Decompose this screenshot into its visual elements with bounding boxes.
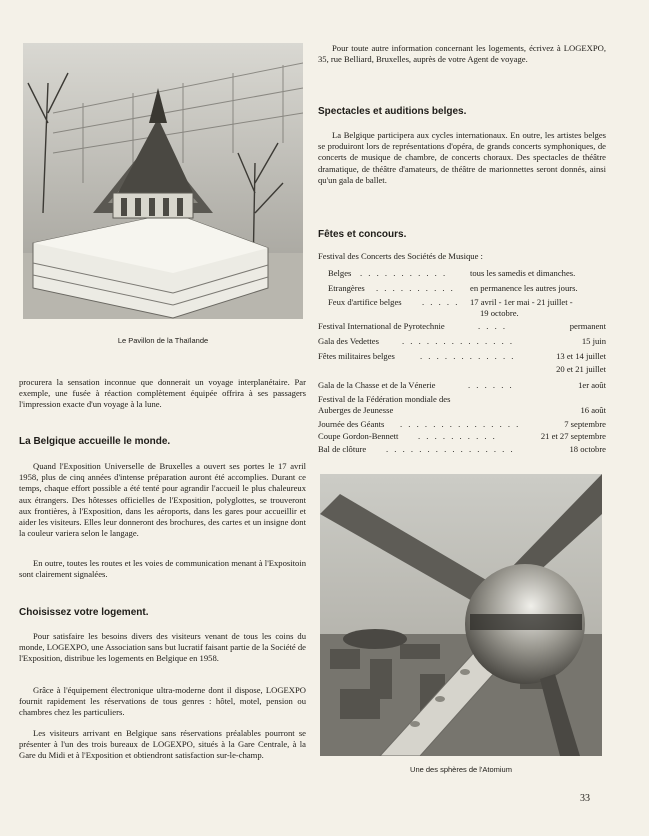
event-label: Auberges de Jeunesse [318, 405, 394, 415]
lodging-paragraph-3: Les visiteurs arrivant en Belgique sans réservations préalables pourront se présenter à l'un des trois bureaux de LOGEXPO, situés à la Gare Centrale, à la Gare du Midi et à l'Exposition et obtiendront satisfaction sur-le-champ. [19, 728, 306, 761]
welcome-paragraph-1: Quand l'Exposition Universelle de Bruxelles a ouvert ses portes le 17 avril 1958, plus de cinq années d'intense préparation auront été accomplies. Durant ce temps, chaque effort possible a été tenté pour agrandir l'accueil le plus chaleureux aux étrangers. Des hôtesses officielles de l'Exposition, polyglottes, se trouveront aux frontières, à l'Exposition, dans les aéroports, dans les gares pour accueillir et aider les visiteurs. Elles leur donneront des brochures, des cartes et un insigne dont la couleur variera selon le langage. [19, 461, 306, 539]
event-date: 18 octobre [569, 444, 606, 454]
sub-row-value: en permanence les autres jours. [470, 283, 578, 293]
event-date: 13 et 14 juillet [556, 351, 606, 361]
thailand-pavilion-photo [23, 43, 303, 319]
event-date: 15 juin [581, 336, 606, 346]
page-number: 33 [580, 793, 590, 804]
section-title-lodging: Choisissez votre logement. [19, 607, 149, 618]
event-label: Gala des Vedettes [318, 336, 379, 346]
welcome-paragraph-2: En outre, toutes les routes et les voies de communication menant à l'Expositoin sont clairement signalées. [19, 558, 306, 580]
event-label: Journée des Géants [318, 419, 385, 429]
event-date: 7 septembre [564, 419, 606, 429]
event-date: 20 et 21 juillet [556, 364, 606, 374]
event-date: 1er août [578, 380, 606, 390]
lodging-paragraph-1: Pour satisfaire les besoins divers des visiteurs venant de tous les coins du monde, LOGEXPO, une Association sans but lucratif faisant partie de la Société de l'Exposition, distribue les logements en Belgique en 1958. [19, 631, 306, 664]
section-title-fetes: Fêtes et concours. [318, 229, 407, 240]
atomium-sphere-image [320, 474, 602, 756]
sub-row-label: Feux d'artifice belges [328, 297, 402, 307]
sub-row-label: Belges [328, 268, 352, 278]
spectacles-paragraph: La Belgique participera aux cycles internationaux. En outre, les artistes belges se produiront lors de représentations d'opéra, de grands concerts symphoniques, de concerts de musique de chambre, de concerts choraux. Des spectacles de théâtre dramatique, de théâtre d'amateurs, de théâtre de marionnettes seront donnés, ainsi qu'un gala de ballet. [318, 130, 606, 185]
dot-leader: . . . . . . . . . . . . . . [402, 336, 515, 346]
sub-row-value: 17 avril - 1er mai - 21 juillet - [470, 297, 573, 307]
atomium-photo [320, 474, 602, 756]
event-date: 16 août [580, 405, 606, 415]
dot-leader: . . . . . . . . . . . . . . . . [386, 444, 515, 454]
event-label: Gala de la Chasse et de la Vénerie [318, 380, 436, 390]
section-title-welcome: La Belgique accueille le monde. [19, 436, 171, 447]
event-label: Festival de la Fédération mondiale des [318, 394, 451, 404]
event-date: permanent [569, 321, 606, 331]
thailand-pavilion-image [23, 43, 303, 319]
event-label: Coupe Gordon-Bennett [318, 431, 399, 441]
sub-row-value-continued: 19 octobre. [480, 308, 519, 318]
section-title-spectacles: Spectacles et auditions belges. [318, 106, 467, 117]
dot-leader: . . . . . . . . . . . . [420, 351, 516, 361]
info-paragraph: Pour toute autre information concernant les logements, écrivez à LOGEXPO, 35, rue Belliard, Bruxelles, auprès de votre Agent de voyage. [318, 43, 606, 65]
event-date: 21 et 27 septembre [540, 431, 606, 441]
festival-heading: Festival des Concerts des Sociétés de Musique : [318, 251, 483, 261]
dot-leader: . . . . . . . . . . [418, 431, 497, 441]
atomium-photo-caption: Une des sphères de l'Atomium [410, 765, 512, 774]
thailand-photo-caption: Le Pavillon de la Thaïlande [117, 336, 209, 345]
dot-leader: . . . . . . [468, 380, 514, 390]
event-label: Bal de clôture [318, 444, 367, 454]
sub-row-label: Etrangères [328, 283, 365, 293]
dot-leader: . . . . . . . . . . . [360, 268, 448, 278]
intro-paragraph: procurera la sensation inconnue que donnerait un voyage interplanétaire. Par exemple, une fusée à réaction complètement équipée offrira à ses passagers l'impression exacte d'un voyage à la lune. [19, 377, 306, 410]
dot-leader: . . . . . . . . . . . . . . . [400, 419, 521, 429]
event-label: Festival International de Pyrotechnie [318, 321, 445, 331]
event-label: Fêtes militaires belges [318, 351, 395, 361]
dot-leader: . . . . . [422, 297, 460, 307]
sub-row-value: tous les samedis et dimanches. [470, 268, 576, 278]
dot-leader: . . . . [478, 321, 508, 331]
dot-leader: . . . . . . . . . . [376, 283, 455, 293]
lodging-paragraph-2: Grâce à l'équipement électronique ultra-moderne dont il dispose, LOGEXPO fournit rapidement les réservations de tous genres : hôtel, motel, pension ou chambres chez les particuliers. [19, 685, 306, 718]
